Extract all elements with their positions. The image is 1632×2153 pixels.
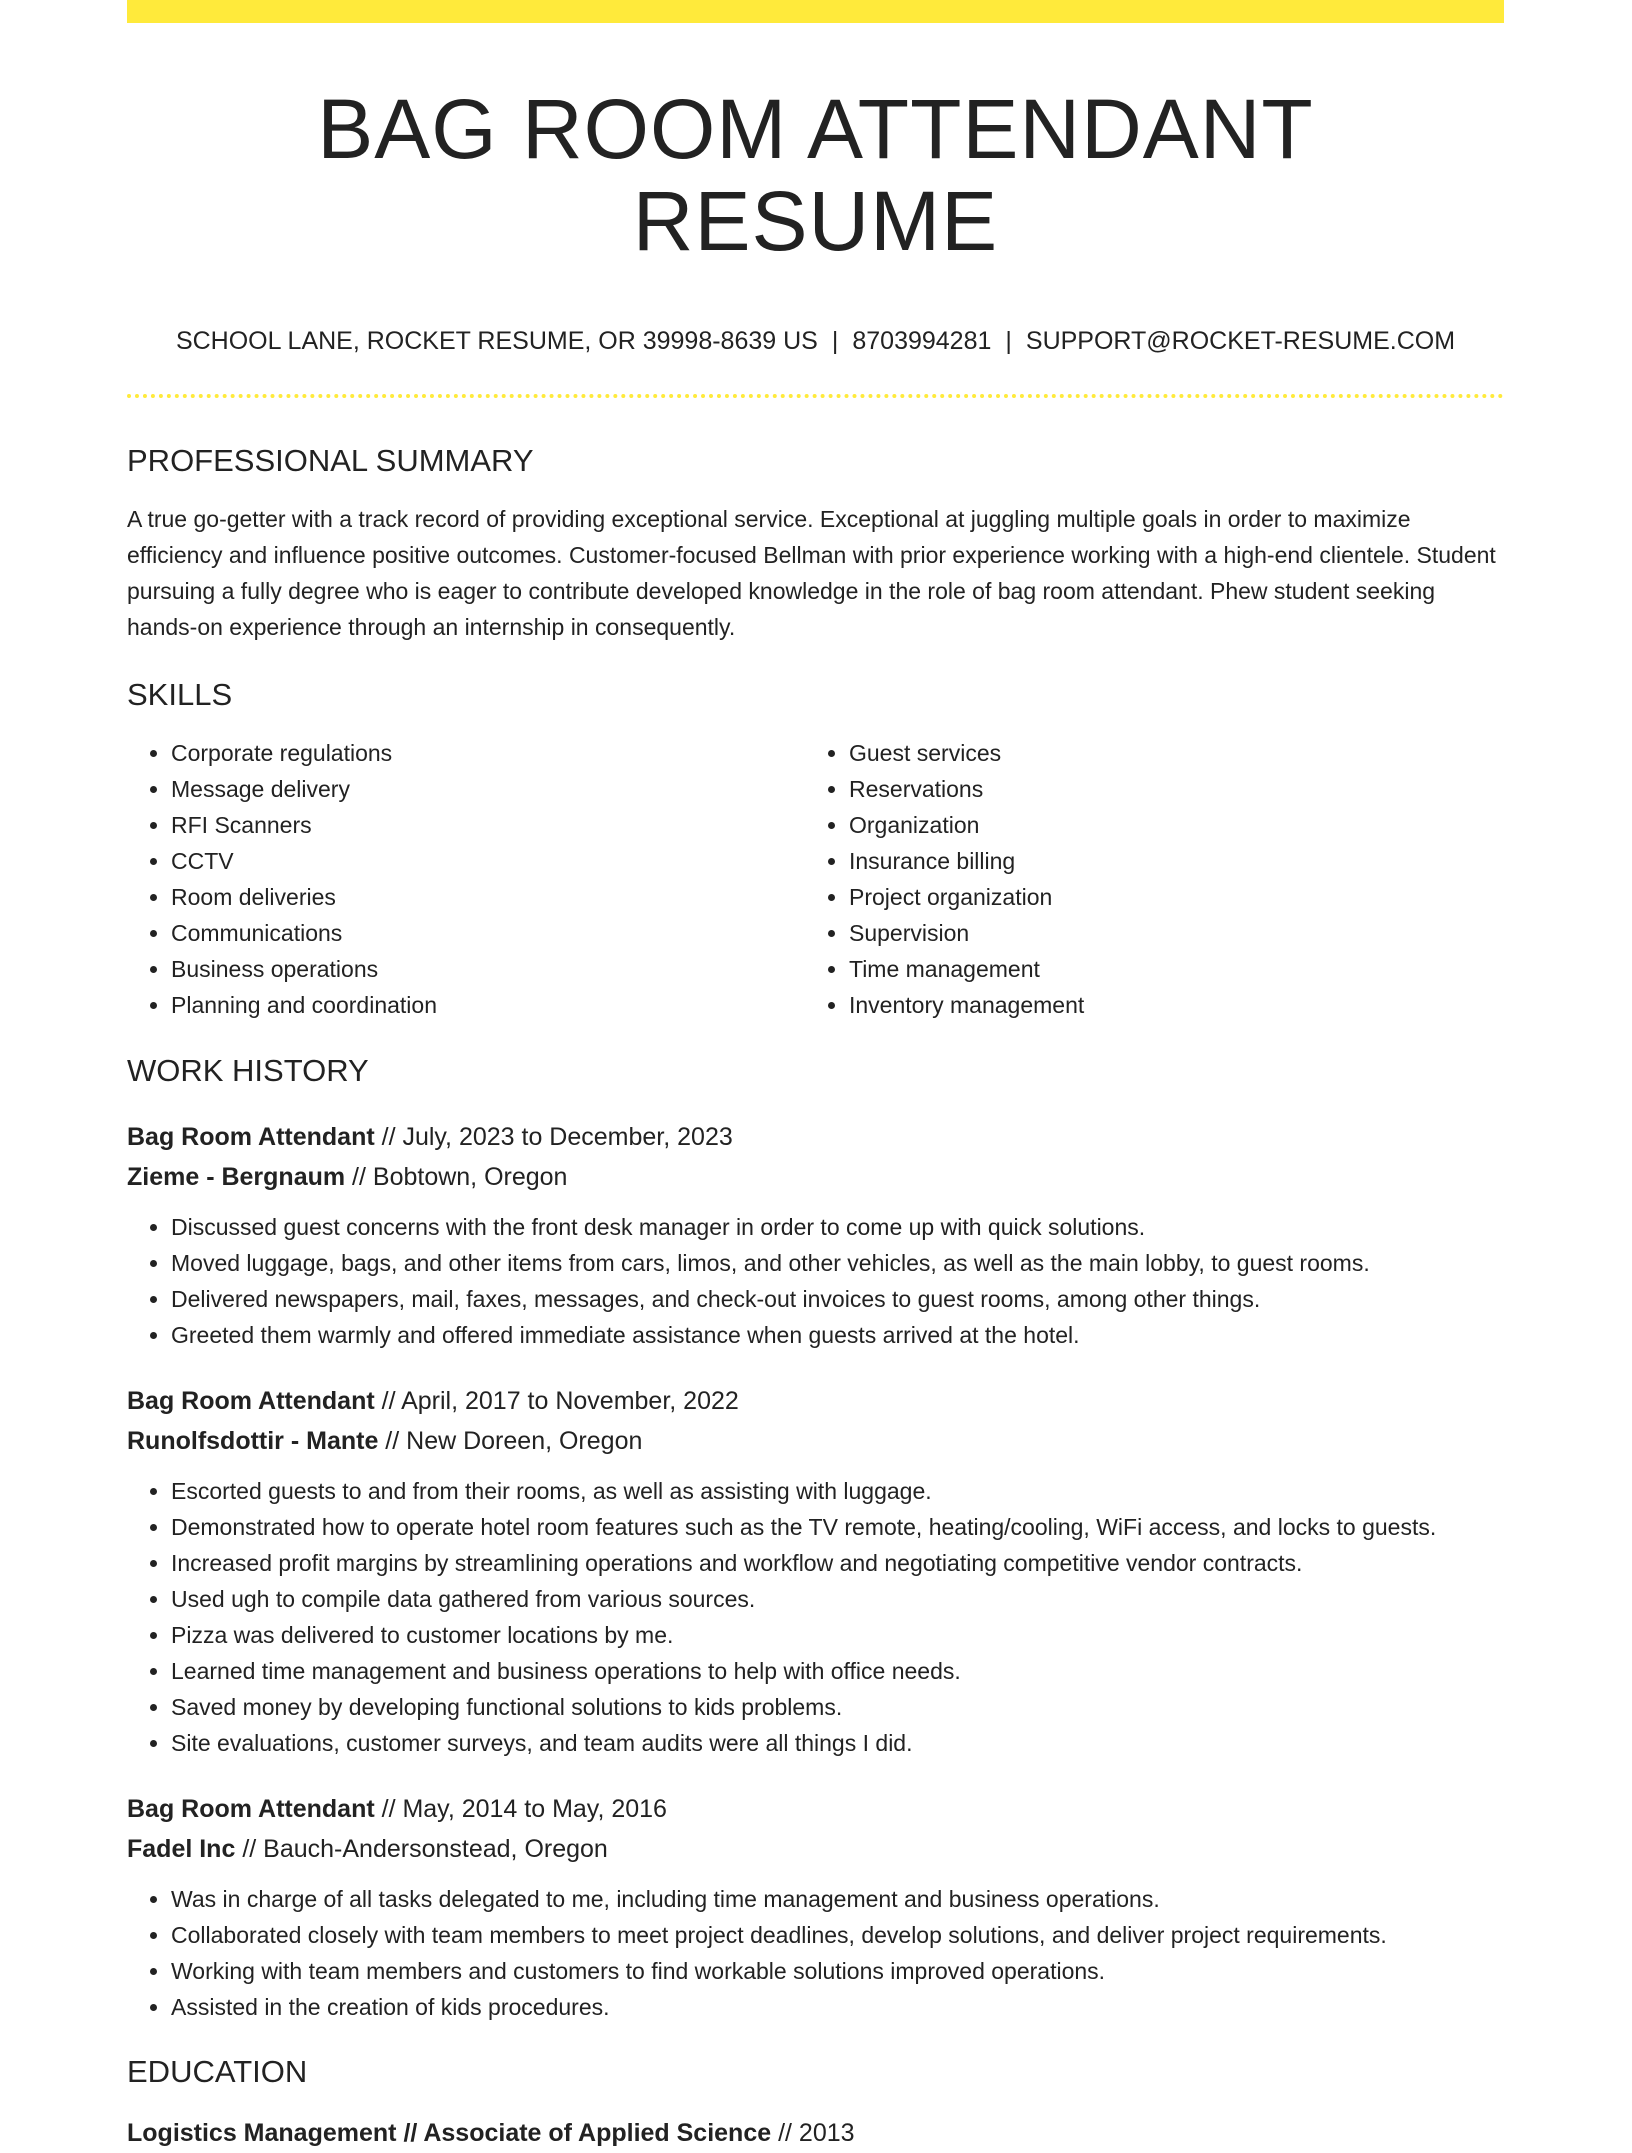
resume-title: BAG ROOM ATTENDANT RESUME <box>317 82 1314 269</box>
job-entry <box>127 1117 1504 1353</box>
summary-heading: PROFESSIONAL SUMMARY <box>127 442 534 478</box>
skill-item: • Message delivery <box>171 771 805 807</box>
skill-item: • Organization <box>849 807 1483 843</box>
job-duty: • Used ugh to compile data gathered from various sources. <box>171 1581 1504 1617</box>
job-role-line <box>127 1381 1504 1421</box>
skill-item: • Planning and coordination <box>171 987 805 1023</box>
resume-page <box>127 0 1504 2153</box>
skill-item: • Inventory management <box>849 987 1483 1023</box>
job-duty: • Greeted them warmly and offered immediate assistance when guests arrived at the hotel. <box>171 1317 1504 1353</box>
contact-line <box>127 326 1504 356</box>
job-duty: • Was in charge of all tasks delegated to me, including time management and business operations. <box>171 1881 1504 1917</box>
skill-item: • Time management <box>849 951 1483 987</box>
skill-item: • Insurance billing <box>849 843 1483 879</box>
separator: | <box>831 326 839 355</box>
email: SUPPORT@ROCKET-RESUME.COM <box>1025 326 1456 355</box>
skill-item: • Communications <box>171 915 805 951</box>
job-dates: // May, 2014 to May, 2016 <box>374 1795 667 1824</box>
job-location: // New Doreen, Oregon <box>378 1427 643 1456</box>
phone: 8703994281 <box>852 326 992 355</box>
job-company-line <box>127 1829 1504 1869</box>
skill-item: • CCTV <box>171 843 805 879</box>
job-duties <box>127 1209 1504 1353</box>
job-role: Bag Room Attendant <box>127 1795 375 1824</box>
skills-list <box>127 735 1504 1023</box>
skill-item: • Supervision <box>849 915 1483 951</box>
job-duty: • Collaborated closely with team members to meet project deadlines, develop solutions, and deliver project requirements. <box>171 1917 1504 1953</box>
job-duty: • Delivered newspapers, mail, faxes, messages, and check-out invoices to guest rooms, among other things. <box>171 1281 1504 1317</box>
job-location: // Bauch-Andersonstead, Oregon <box>235 1835 608 1864</box>
job-company-line <box>127 1157 1504 1197</box>
skill-item: • Business operations <box>171 951 805 987</box>
job-location: // Bobtown, Oregon <box>345 1163 568 1192</box>
education-heading: EDUCATION <box>127 2054 308 2090</box>
job-duty: • Saved money by developing functional solutions to kids problems. <box>171 1689 1504 1725</box>
skill-item: • Project organization <box>849 879 1483 915</box>
job-duty: • Pizza was delivered to customer locations by me. <box>171 1617 1504 1653</box>
job-duty: • Moved luggage, bags, and other items from cars, limos, and other vehicles, as well as the main lobby, to guest rooms. <box>171 1245 1504 1281</box>
job-duties <box>127 1881 1504 2025</box>
job-role: Bag Room Attendant <box>127 1387 375 1416</box>
summary-text: A true go-getter with a track record of providing exceptional service. Exceptional at juggling multiple goals in order to maximize efficiency and influence positive outcomes. Customer-focused Bellman with prior experience working with a high-end clientele. Student pursuing a fully degree who is eager to contribute developed knowledge in the role of bag room attendant. Phew student seeking hands-on experience through an internship in consequently. <box>127 505 1496 640</box>
job-duty: • Site evaluations, customer surveys, and team audits were all things I did. <box>171 1725 1504 1761</box>
job-dates: // April, 2017 to November, 2022 <box>374 1387 739 1416</box>
job-role-line <box>127 1789 1504 1829</box>
address: SCHOOL LANE, ROCKET RESUME, OR 39998-8639 US <box>175 326 818 355</box>
skills-column-left <box>127 735 805 1023</box>
job-entry <box>127 1789 1504 2025</box>
job-duties <box>127 1473 1504 1761</box>
education-degree: Logistics Management // Associate of Applied Science <box>127 2118 772 2147</box>
skills-column-right <box>805 735 1483 1023</box>
job-company: Runolfsdottir - Mante <box>127 1427 379 1456</box>
job-entry <box>127 1381 1504 1761</box>
job-dates: // July, 2023 to December, 2023 <box>374 1123 733 1152</box>
skill-item: • Guest services <box>849 735 1483 771</box>
separator: | <box>1005 326 1012 355</box>
skills-heading: SKILLS <box>127 676 233 712</box>
job-duty: • Learned time management and business operations to help with office needs. <box>171 1653 1504 1689</box>
job-duty: • Demonstrated how to operate hotel room features such as the TV remote, heating/cooling, WiFi access, and locks to guests. <box>171 1509 1504 1545</box>
education-year: // 2013 <box>771 2118 855 2147</box>
job-company: Zieme - Bergnaum <box>127 1163 346 1192</box>
job-role-line <box>127 1117 1504 1157</box>
job-duty: • Working with team members and customers to find workable solutions improved operations. <box>171 1953 1504 1989</box>
skill-item: • Corporate regulations <box>171 735 805 771</box>
job-company: Fadel Inc <box>127 1835 236 1864</box>
job-duty: • Increased profit margins by streamlining operations and workflow and negotiating competitive vendor contracts. <box>171 1545 1504 1581</box>
dotted-divider <box>127 394 1504 398</box>
work-history-heading: WORK HISTORY <box>127 1053 369 1089</box>
job-duty: • Discussed guest concerns with the front desk manager in order to come up with quick solutions. <box>171 1209 1504 1245</box>
job-duty: • Escorted guests to and from their rooms, as well as assisting with luggage. <box>171 1473 1504 1509</box>
education-entry <box>127 2113 1504 2153</box>
skill-item: • RFI Scanners <box>171 807 805 843</box>
skill-item: • Room deliveries <box>171 879 805 915</box>
job-company-line <box>127 1421 1504 1461</box>
skill-item: • Reservations <box>849 771 1483 807</box>
accent-bar <box>127 0 1504 23</box>
job-role: Bag Room Attendant <box>127 1123 375 1152</box>
job-duty: • Assisted in the creation of kids procedures. <box>171 1989 1504 2025</box>
